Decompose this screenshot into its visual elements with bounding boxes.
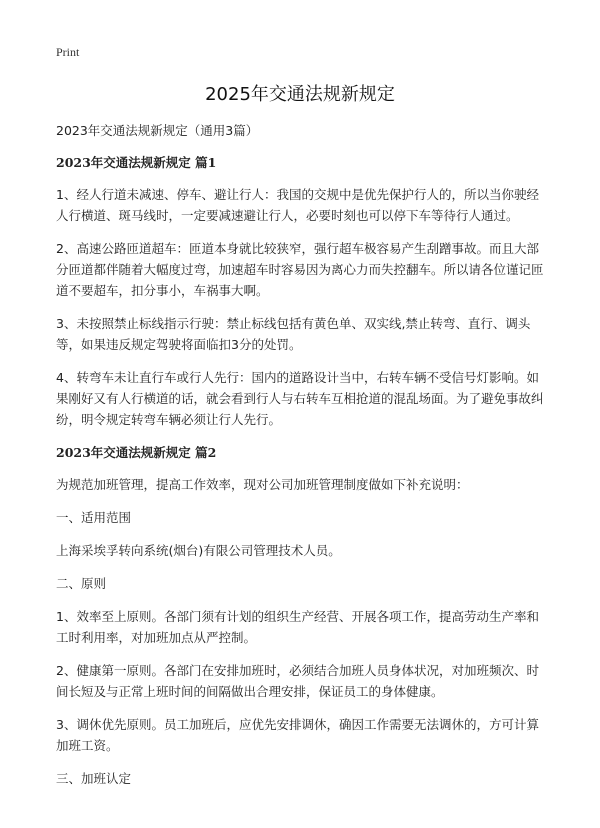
paragraph: 2、健康第一原则。各部门在安排加班时，必须结合加班人员身体状况，对加班频次、时间长短及与正常上班时间的间隔做出合理安排，保证员工的身体健康。 bbox=[56, 663, 539, 699]
paragraph: 2、高速公路匝道超车：匝道本身就比较狭窄，强行超车极容易产生刮蹭事故。而且大部分匝道都伴随着大幅度过弯，加速超车时容易因为离心力而失控翻车。所以请各位谨记匝道不要超车，扣分事小，车祸事大啊。 bbox=[56, 241, 544, 298]
document-body bbox=[56, 120, 546, 801]
paragraph: 3、调休优先原则。员工加班后，应优先安排调休，确因工作需要无法调休的，方可计算加班工资。 bbox=[56, 717, 539, 753]
paragraph: 一、适用范围 bbox=[56, 510, 132, 525]
paragraph: 上海采埃孚转向系统(烟台)有限公司管理技术人员。 bbox=[56, 543, 341, 558]
page-title: 2025年交通法规新规定 bbox=[205, 84, 395, 105]
section-heading-2: 2023年交通法规新规定 篇2 bbox=[56, 445, 217, 460]
paragraph: 4、转弯车未让直行车或行人先行：国内的道路设计当中，右转车辆不受信号灯影响。如果刚好又有人行横道的话，就会看到行人与右转车互相抢道的混乱场面。为了避免事故纠纷，明令规定转弯车辆必须让行人先行。 bbox=[56, 370, 544, 427]
paragraph: 1、效率至上原则。各部门须有计划的组织生产经营、开展各项工作，提高劳动生产率和工时利用率，对加班加点从严控制。 bbox=[56, 609, 539, 645]
paragraph: 3、未按照禁止标线指示行驶：禁止标线包括有黄色单、双实线,禁止转弯、直行、调头等，如果违反规定驾驶将面临扣3分的处罚。 bbox=[56, 316, 531, 352]
section-heading-1: 2023年交通法规新规定 篇1 bbox=[56, 155, 217, 170]
paragraph: 为规范加班管理，提高工作效率，现对公司加班管理制度做如下补充说明： bbox=[56, 477, 469, 492]
paragraph: 二、原则 bbox=[56, 576, 107, 591]
document-subtitle: 2023年交通法规新规定（通用3篇） bbox=[56, 123, 259, 138]
print-link[interactable]: Print bbox=[56, 45, 80, 59]
paragraph: 1、经人行道未减速、停车、避让行人：我国的交规中是优先保护行人的，所以当你驶经人行横道、斑马线时，一定要减速避让行人，必要时刻也可以停下车等待行人通过。 bbox=[56, 187, 539, 223]
paragraph: 三、加班认定 bbox=[56, 771, 132, 786]
